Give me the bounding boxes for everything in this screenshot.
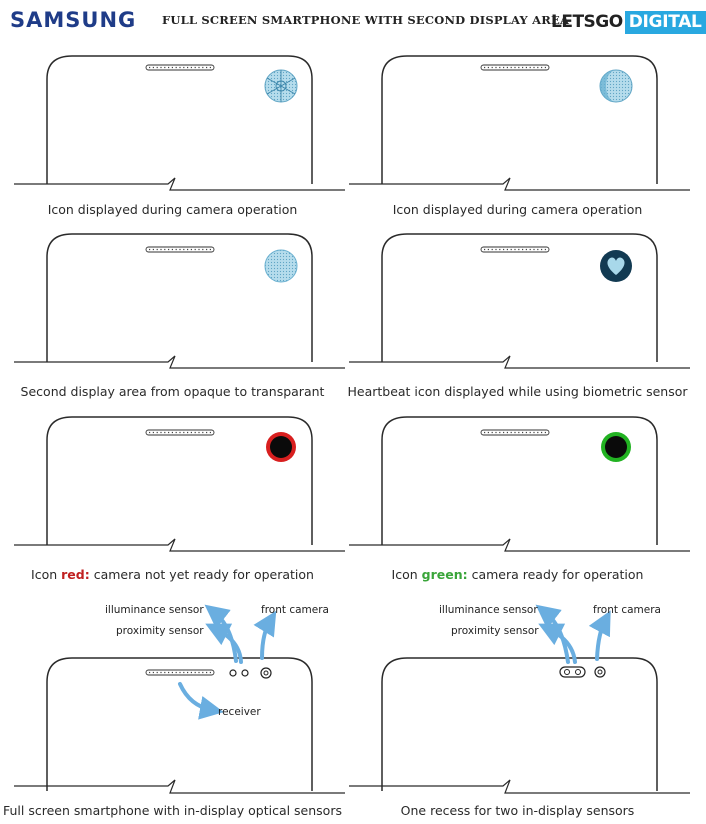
proximity-sensor-label: proximity sensor xyxy=(451,625,539,637)
phone-drawing xyxy=(0,44,345,194)
lens-circle-icon xyxy=(600,70,632,102)
caption xyxy=(0,567,345,582)
phone-drawing xyxy=(345,222,690,372)
panel-heart-icon xyxy=(345,222,690,407)
caption-rest: camera not yet ready for operation xyxy=(89,567,314,582)
logo-part-letsgo: LETSGO xyxy=(551,12,623,32)
header xyxy=(0,0,702,44)
caption: Second display area from opaque to transparant xyxy=(20,384,325,399)
phone-drawing xyxy=(0,222,345,372)
caption: Icon displayed during camera operation xyxy=(47,202,298,217)
receiver-label: receiver xyxy=(218,706,261,718)
illuminance-sensor-label: illuminance sensor xyxy=(105,604,204,616)
letsgodigital-logo xyxy=(551,11,706,34)
caption: One recess for two in-display sensors xyxy=(400,803,635,818)
panel-red-ring-camera-icon xyxy=(0,405,345,590)
panel-green-ring-camera-icon xyxy=(345,405,690,590)
proximity-sensor-dot xyxy=(230,670,236,676)
panel-lens-circle-icon xyxy=(345,44,690,229)
page-title: FULL SCREEN SMARTPHONE WITH SECOND DISPLAY AREA xyxy=(162,13,570,27)
heart-icon xyxy=(600,250,632,282)
front-camera-icon xyxy=(261,668,271,678)
phone-drawing xyxy=(345,44,690,194)
phone-drawing xyxy=(345,405,690,555)
front-camera-icon xyxy=(595,667,605,677)
caption xyxy=(345,567,690,582)
illuminance-sensor-label: illuminance sensor xyxy=(439,604,538,616)
phone-drawing xyxy=(0,405,345,555)
panel-aperture-icon xyxy=(0,44,345,229)
samsung-brand: SAMSUNG xyxy=(10,8,137,32)
caption-prefix: Icon xyxy=(391,567,422,582)
logo-part-digital: DIGITAL xyxy=(625,11,706,34)
caption: Heartbeat icon displayed while using biometric sensor xyxy=(347,384,688,399)
proximity-sensor-label: proximity sensor xyxy=(116,625,204,637)
panel-in-display-optical-sensors xyxy=(0,596,345,824)
dual-sensor-recess xyxy=(560,667,585,677)
sensor-arrows xyxy=(545,612,605,662)
illuminance-sensor-dot xyxy=(242,670,248,676)
panel-translucent-circle-icon xyxy=(0,222,345,407)
caption: Full screen smartphone with in-display optical sensors xyxy=(3,803,342,818)
green-ring-camera-icon xyxy=(601,432,631,462)
caption-rest: camera ready for operation xyxy=(467,567,644,582)
front-camera-label: front camera xyxy=(593,604,661,616)
caption-highlight-red: red: xyxy=(61,567,90,582)
caption-prefix: Icon xyxy=(31,567,62,582)
caption-highlight-green: green: xyxy=(421,567,468,582)
front-camera-label: front camera xyxy=(261,604,329,616)
panel-one-recess-two-sensors xyxy=(345,596,690,824)
red-ring-camera-icon xyxy=(266,432,296,462)
translucent-circle-icon xyxy=(265,250,297,282)
aperture-icon xyxy=(265,70,297,102)
caption: Icon displayed during camera operation xyxy=(392,202,643,217)
